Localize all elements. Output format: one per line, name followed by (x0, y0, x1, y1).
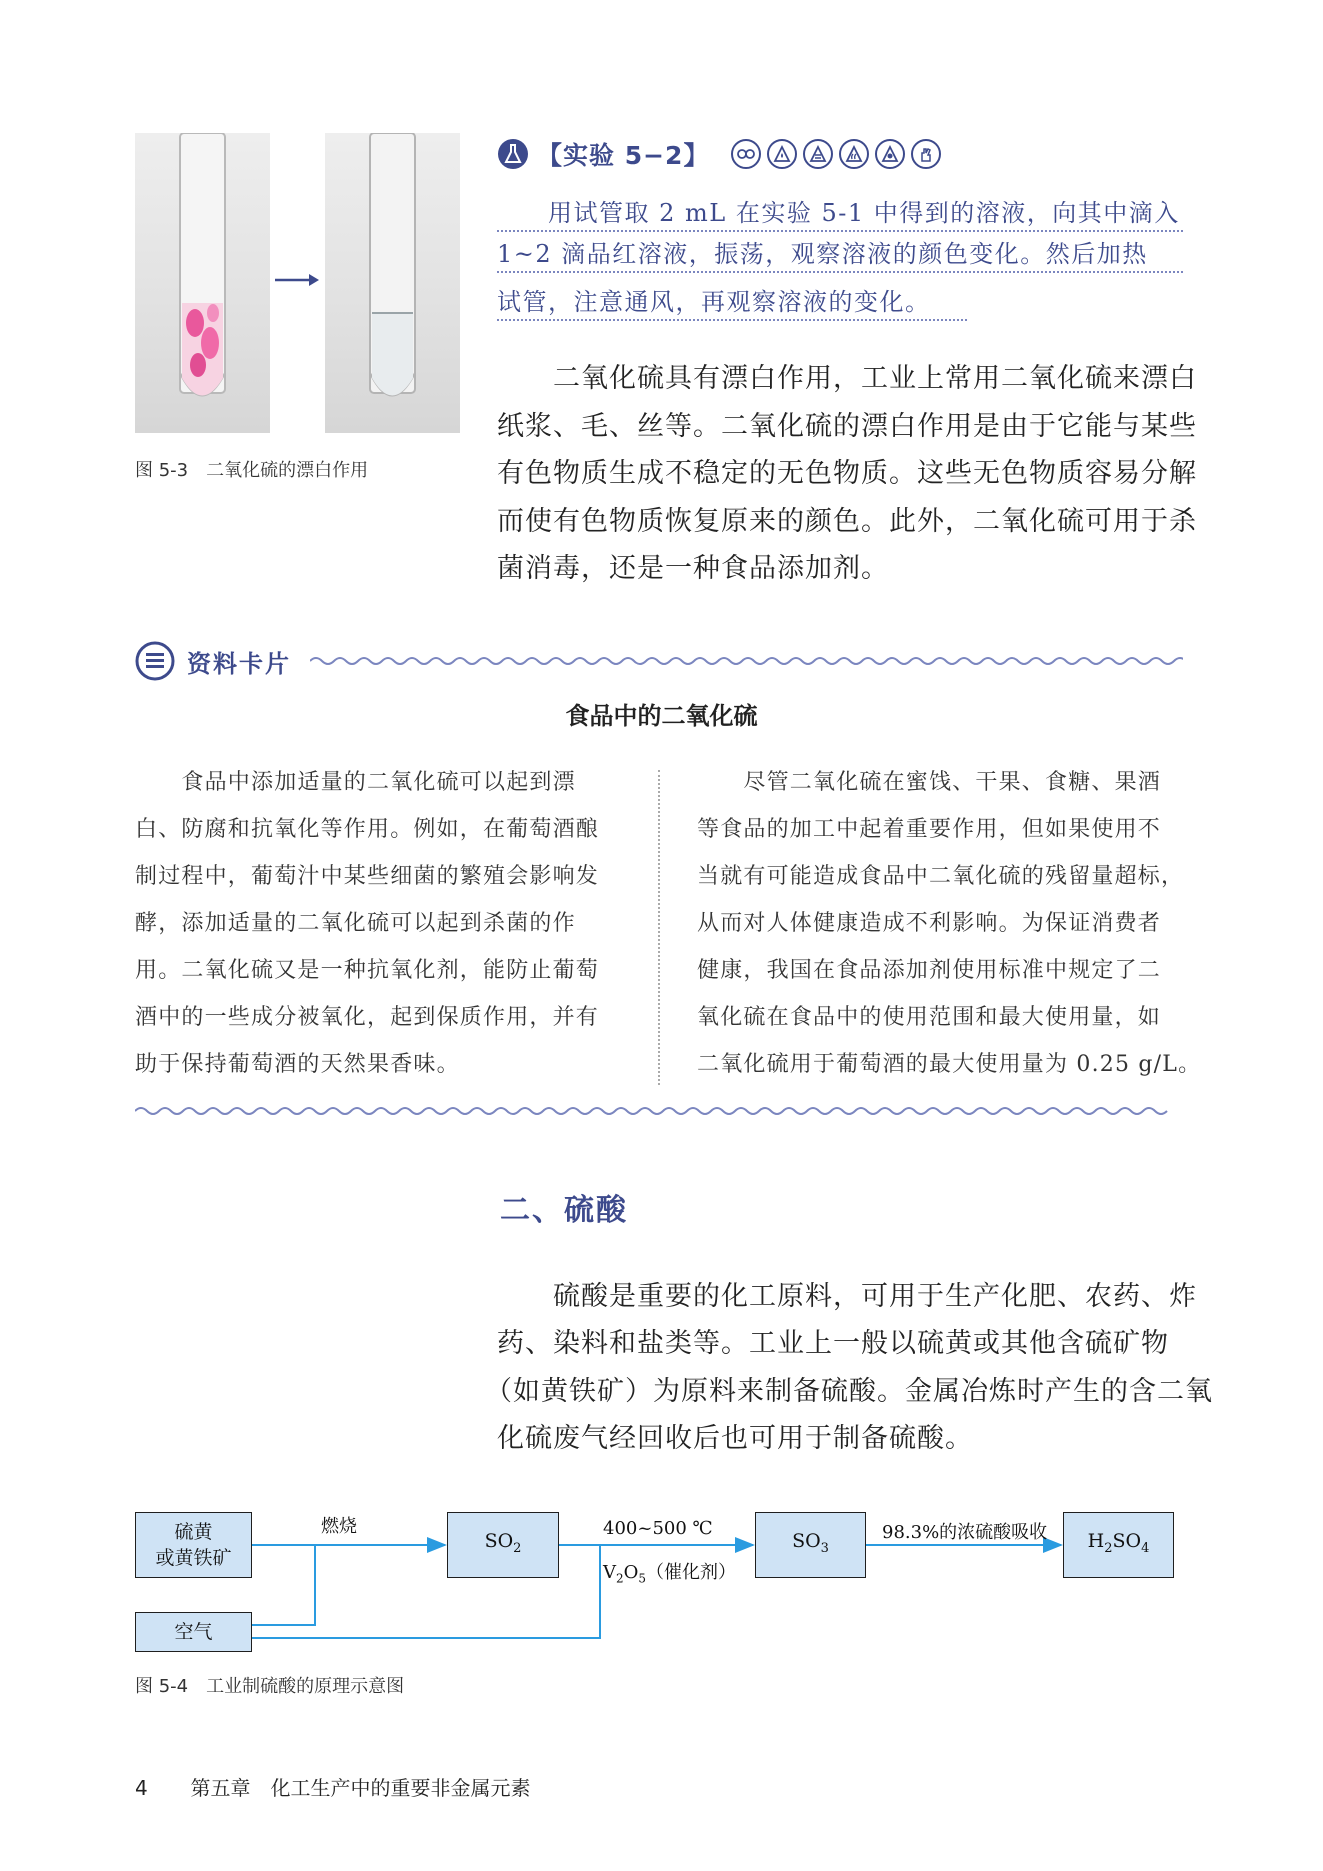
label-temperature: 400~500 ℃ (603, 1518, 713, 1539)
card-right-line: 尽管二氧化硫在蜜饯、干果、食糖、果酒 (697, 770, 1162, 795)
figure-5-4-caption: 图 5-4 工业制硫酸的原理示意图 (135, 1676, 405, 1697)
flow-box-raw-material (135, 1512, 252, 1578)
figure-5-3-caption: 图 5-3 二氧化硫的漂白作用 (135, 460, 369, 481)
label-catalyst: $V_2O_5$（催化剂） (603, 1562, 737, 1586)
raw-material-line1: 硫黄 (174, 1521, 213, 1543)
so3-label: $SO_3$ (792, 1530, 829, 1556)
body-text-line: 菌消毒，还是一种食品添加剂。 (497, 553, 889, 584)
body-text-line: 有色物质生成不稳定的无色物质。这些无色物质容易分解 (497, 458, 1197, 489)
label-absorb: 98.3%的浓硫酸吸收 (882, 1522, 1048, 1543)
page-number: 4 (135, 1776, 148, 1800)
flow-box-h2so4 (1063, 1512, 1174, 1578)
card-right-line: 从而对人体健康造成不利影响。为保证消费者 (697, 911, 1162, 936)
h2so4-label: $H_2SO_4$ (1087, 1530, 1150, 1556)
experiment-text-line: 1~2 滴品红溶液，振荡，观察溶液的颜色变化。然后加热 (497, 237, 1183, 273)
body-text-line: 而使有色物质恢复原来的颜色。此外，二氧化硫可用于杀 (497, 506, 1197, 537)
experiment-title: 【实验 5−2】 (537, 141, 710, 170)
flow-box-so3 (755, 1512, 866, 1578)
card-left-line: 制过程中，葡萄汁中某些细菌的繁殖会影响发 (135, 864, 600, 889)
flow-box-so2 (447, 1512, 559, 1578)
card-right-line: 当就有可能造成食品中二氧化硫的残留量超标， (697, 864, 1185, 889)
card-right-line: 二氧化硫用于葡萄酒的最大使用量为 0.25 g/L。 (697, 1052, 1202, 1077)
card-right-line: 等食品的加工中起着重要作用，但如果使用不 (697, 817, 1162, 842)
card-right-line: 氧化硫在食品中的使用范围和最大使用量，如 (697, 1005, 1162, 1030)
experiment-text-line: 试管，注意通风，再观察溶液的变化。 (497, 285, 967, 321)
body-text-line: 二氧化硫具有漂白作用，工业上常用二氧化硫来漂白 (497, 363, 1197, 394)
card-left-line: 白、防腐和抗氧化等作用。例如，在葡萄酒酿 (135, 817, 600, 842)
info-card-title: 资料卡片 (187, 649, 291, 678)
flow-box-air (135, 1612, 252, 1652)
chapter-title: 第五章 化工生产中的重要非金属元素 (190, 1776, 531, 1800)
so2-label: $SO_2$ (484, 1530, 522, 1556)
label-burn: 燃烧 (321, 1516, 357, 1537)
section-title: 二、硫酸 (500, 1193, 628, 1228)
experiment-text-line: 用试管取 2 mL 在实验 5-1 中得到的溶液，向其中滴入 (497, 196, 1183, 232)
body-text-line: （如黄铁矿）为原料来制备硫酸。金属冶炼时产生的含二氧 (485, 1376, 1213, 1407)
card-left-line: 酒中的一些成分被氧化，起到保质作用，并有 (135, 1005, 600, 1030)
card-left-line: 食品中添加适量的二氧化硫可以起到漂 (135, 770, 576, 795)
body-text-line: 纸浆、毛、丝等。二氧化硫的漂白作用是由于它能与某些 (497, 411, 1197, 442)
card-right-line: 健康，我国在食品添加剂使用标准中规定了二 (697, 958, 1162, 983)
card-left-line: 用。二氧化硫又是一种抗氧化剂，能防止葡萄 (135, 958, 600, 983)
card-left-line: 助于保持葡萄酒的天然果香味。 (135, 1052, 460, 1077)
body-text-line: 化硫废气经回收后也可用于制备硫酸。 (497, 1423, 973, 1454)
body-text-line: 药、染料和盐类等。工业上一般以硫黄或其他含硫矿物 (497, 1328, 1169, 1359)
body-text-line: 硫酸是重要的化工原料，可用于生产化肥、农药、炸 (497, 1281, 1197, 1312)
card-left-line: 酵，添加适量的二氧化硫可以起到杀菌的作 (135, 911, 576, 936)
raw-material-line2: 或黄铁矿 (155, 1547, 232, 1569)
info-card-subtitle: 食品中的二氧化硫 (565, 702, 758, 730)
air-label: 空气 (174, 1621, 213, 1643)
page-footer (135, 1772, 530, 1801)
